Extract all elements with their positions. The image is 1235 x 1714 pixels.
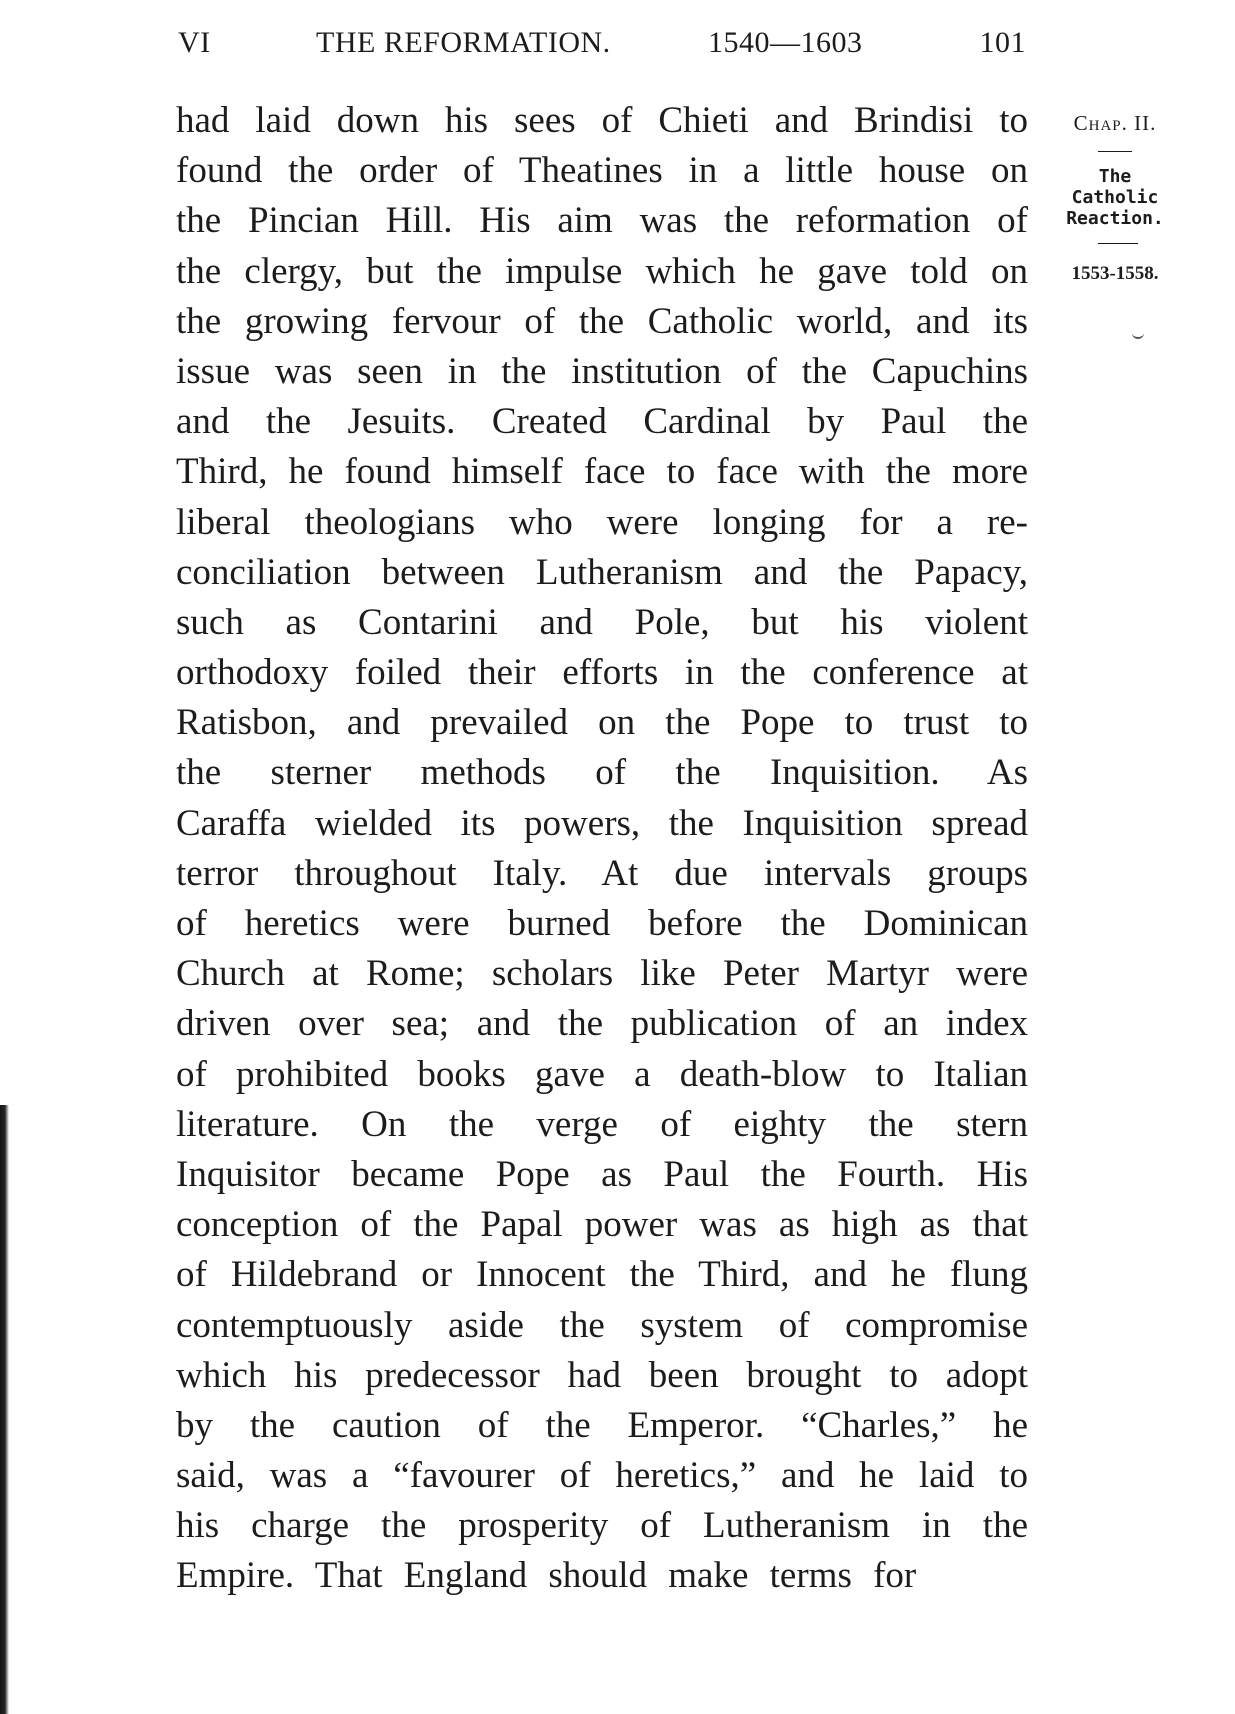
text-line: Third, he found himself face to face with the more — [176, 451, 1028, 493]
text-line: by the caution of the Emperor. “Charles,” he — [176, 1404, 1028, 1446]
text-line: conciliation between Lutheranism and the Papacy, — [176, 551, 1028, 593]
text-line: the clergy, but the impulse which he gave told on — [176, 250, 1028, 292]
text-line: Empire. That England should make terms for — [176, 1555, 917, 1597]
text-line: of heretics were burned before the Dominican — [176, 903, 1028, 944]
margin-rule — [1098, 151, 1132, 152]
body-text — [176, 96, 1028, 1602]
text-line: conception of the Papal power was as high as that — [176, 1204, 1028, 1246]
text-line: the Pincian Hill. His aim was the reformation of — [176, 200, 1028, 242]
text-line: the sterner methods of the Inquisition. As — [176, 752, 1028, 794]
text-line: of Hildebrand or Innocent the Third, and he flung — [176, 1254, 1028, 1296]
margin-subject-line: Reaction. — [1066, 208, 1164, 229]
text-line: Ratisbon, and prevailed on the Pope to trust to — [176, 702, 1028, 744]
text-line: contemptuously aside the system of compromise — [176, 1304, 1028, 1346]
text-line: terror throughout Italy. At due intervals groups — [176, 852, 1028, 894]
text-line: said, was a “favourer of heretics,” and he laid to — [176, 1455, 1028, 1497]
page-number: 101 — [979, 26, 1026, 59]
text-line: which his predecessor had been brought to adopt — [176, 1354, 1028, 1396]
text-line: found the order of Theatines in a little house on — [176, 150, 1028, 192]
running-title: THE REFORMATION. — [316, 26, 611, 59]
text-line: his charge the prosperity of Lutheranism in the — [176, 1505, 1028, 1547]
margin-subject — [1050, 166, 1180, 229]
text-line: orthodoxy foiled their efforts in the conference at — [176, 652, 1028, 694]
text-line: the growing fervour of the Catholic world, and its — [176, 300, 1028, 342]
text-line: and the Jesuits. Created Cardinal by Paul the — [176, 401, 1028, 443]
text-line: Church at Rome; scholars like Peter Martyr were — [176, 953, 1028, 995]
margin-rule — [1098, 243, 1138, 244]
text-line: Caraffa wielded its powers, the Inquisition spread — [176, 802, 1028, 844]
text-line: of prohibited books gave a death-blow to Italian — [176, 1053, 1028, 1095]
margin-subject-line: The — [1098, 166, 1132, 187]
page-binding-shadow — [0, 1105, 9, 1714]
text-line: driven over sea; and the publication of an index — [176, 1003, 1028, 1045]
text-line: Inquisitor became Pope as Paul the Fourth. His — [176, 1153, 1028, 1195]
text-line: issue was seen in the institution of the Capuchins — [176, 350, 1028, 392]
section-number: VI — [178, 26, 211, 59]
text-line: such as Contarini and Pole, but his violent — [176, 601, 1028, 643]
text-line: had laid down his sees of Chieti and Brindisi to — [176, 100, 1028, 141]
running-dates: 1540—1603 — [708, 26, 863, 59]
margin-mark — [1132, 332, 1144, 339]
margin-chapter: Chap. II. — [1073, 111, 1157, 135]
margin-subject-line: Catholic — [1071, 187, 1159, 208]
text-line: literature. On the verge of eighty the stern — [176, 1103, 1028, 1145]
text-line: liberal theologians who were longing for a re- — [176, 501, 1028, 543]
running-head — [178, 20, 1026, 66]
margin-years: 1553-1558. — [1071, 263, 1159, 284]
